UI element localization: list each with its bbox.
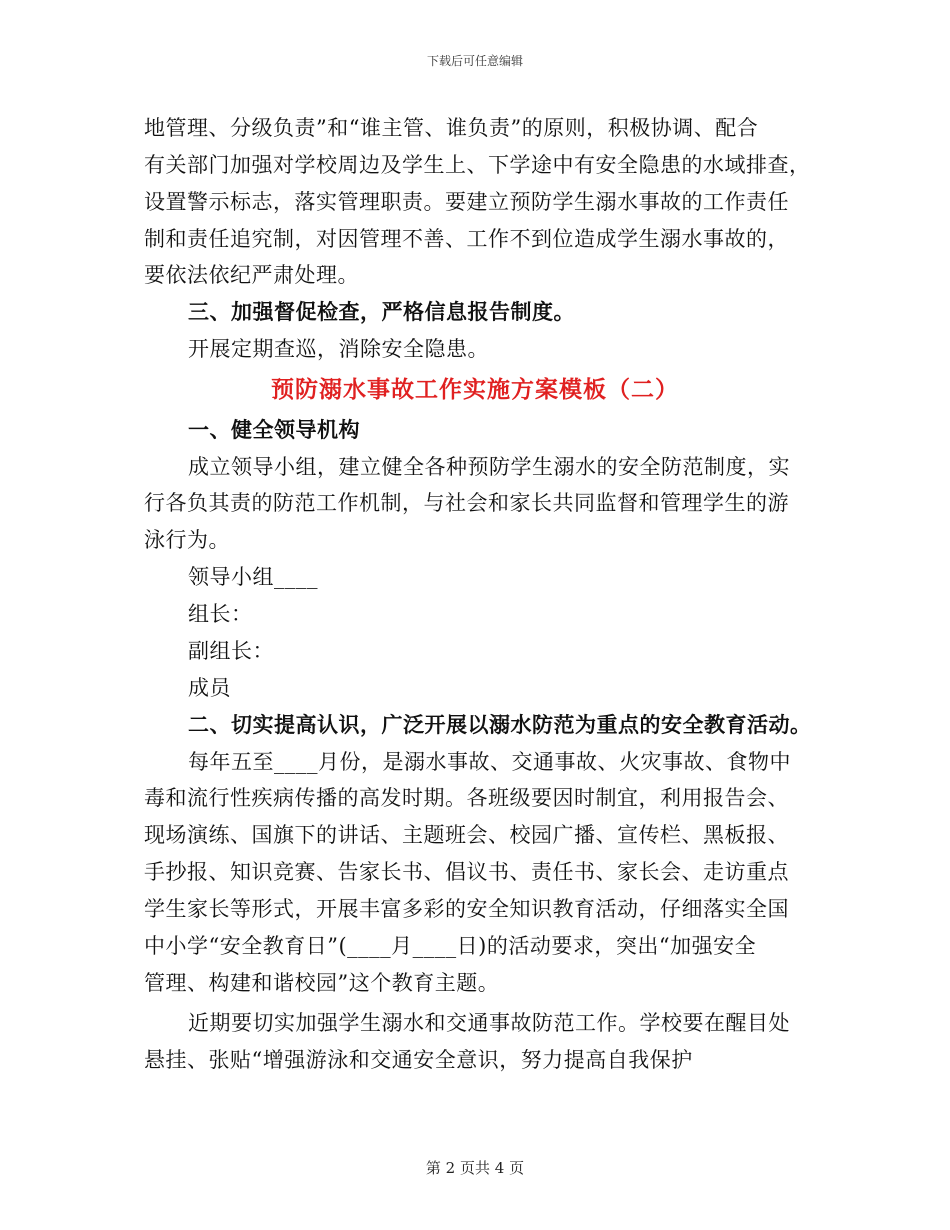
document-title: 预防溺水事故工作实施方案模板（二） — [271, 376, 679, 403]
paragraph-line: 开展定期查巡，消除安全隐患。 — [188, 337, 489, 361]
page-header: 下载后可任意编辑 — [426, 54, 523, 68]
paragraph-line: 学生家长等形式，开展丰富多彩的安全知识教育活动，仔细落实全国 — [144, 897, 789, 921]
paragraph-line: 设置警示标志，落实管理职责。要建立预防学生溺水事故的工作责任 — [144, 190, 789, 214]
paragraph-line: 中小学“安全教育日”(____月____日)的活动要求，突出“加强安全 — [144, 934, 757, 958]
paragraph-line: 近期要切实加强学生溺水和交通事故防范工作。学校要在醒目处 — [188, 1011, 790, 1035]
section-heading-1: 一、健全领导机构 — [188, 417, 360, 442]
members-label: 成员 — [188, 676, 231, 700]
paragraph-line: 泳行为。 — [144, 528, 230, 552]
paragraph-line: 手抄报、知识竞赛、告家长书、倡议书、责任书、家长会、走访重点 — [144, 860, 789, 884]
paragraph-line: 制和责任追究制，对因管理不善、工作不到位造成学生溺水事故的， — [144, 227, 789, 251]
paragraph-line: 毒和流行性疾病传播的高发时期。各班级要因时制宜，利用报告会、 — [144, 786, 789, 810]
section-heading-3: 三、加强督促检查，严格信息报告制度。 — [188, 299, 575, 324]
leader-group-label: 领导小组____ — [188, 565, 318, 589]
paragraph-line: 成立领导小组，建立健全各种预防学生溺水的安全防范制度，实 — [188, 455, 790, 479]
paragraph-line: 行各负其责的防范工作机制，与社会和家长共同监督和管理学生的游 — [144, 491, 789, 515]
deputy-leader-label: 副组长： — [188, 639, 274, 663]
paragraph-line: 地管理、分级负责”和“谁主管、谁负责”的原则，积极协调、配合 — [144, 116, 759, 140]
paragraph-line: 现场演练、国旗下的讲话、主题班会、校园广播、宣传栏、黑板报、 — [144, 823, 789, 847]
paragraph-line: 每年五至____月份，是溺水事故、交通事故、火灾事故、食物中 — [188, 750, 791, 774]
page-number: 第 2 页共 4 页 — [425, 1159, 525, 1177]
paragraph-line: 有关部门加强对学校周边及学生上、下学途中有安全隐患的水域排查， — [144, 153, 811, 177]
section-heading-2: 二、切实提高认识，广泛开展以溺水防范为重点的安全教育活动。 — [188, 712, 812, 737]
group-leader-label: 组长： — [188, 602, 253, 626]
paragraph-line: 要依法依纪严肃处理。 — [144, 263, 359, 287]
paragraph-line: 悬挂、张贴“增强游泳和交通安全意识，努力提高自我保护 — [144, 1048, 693, 1072]
paragraph-line: 管理、构建和谐校园”这个教育主题。 — [144, 971, 500, 995]
